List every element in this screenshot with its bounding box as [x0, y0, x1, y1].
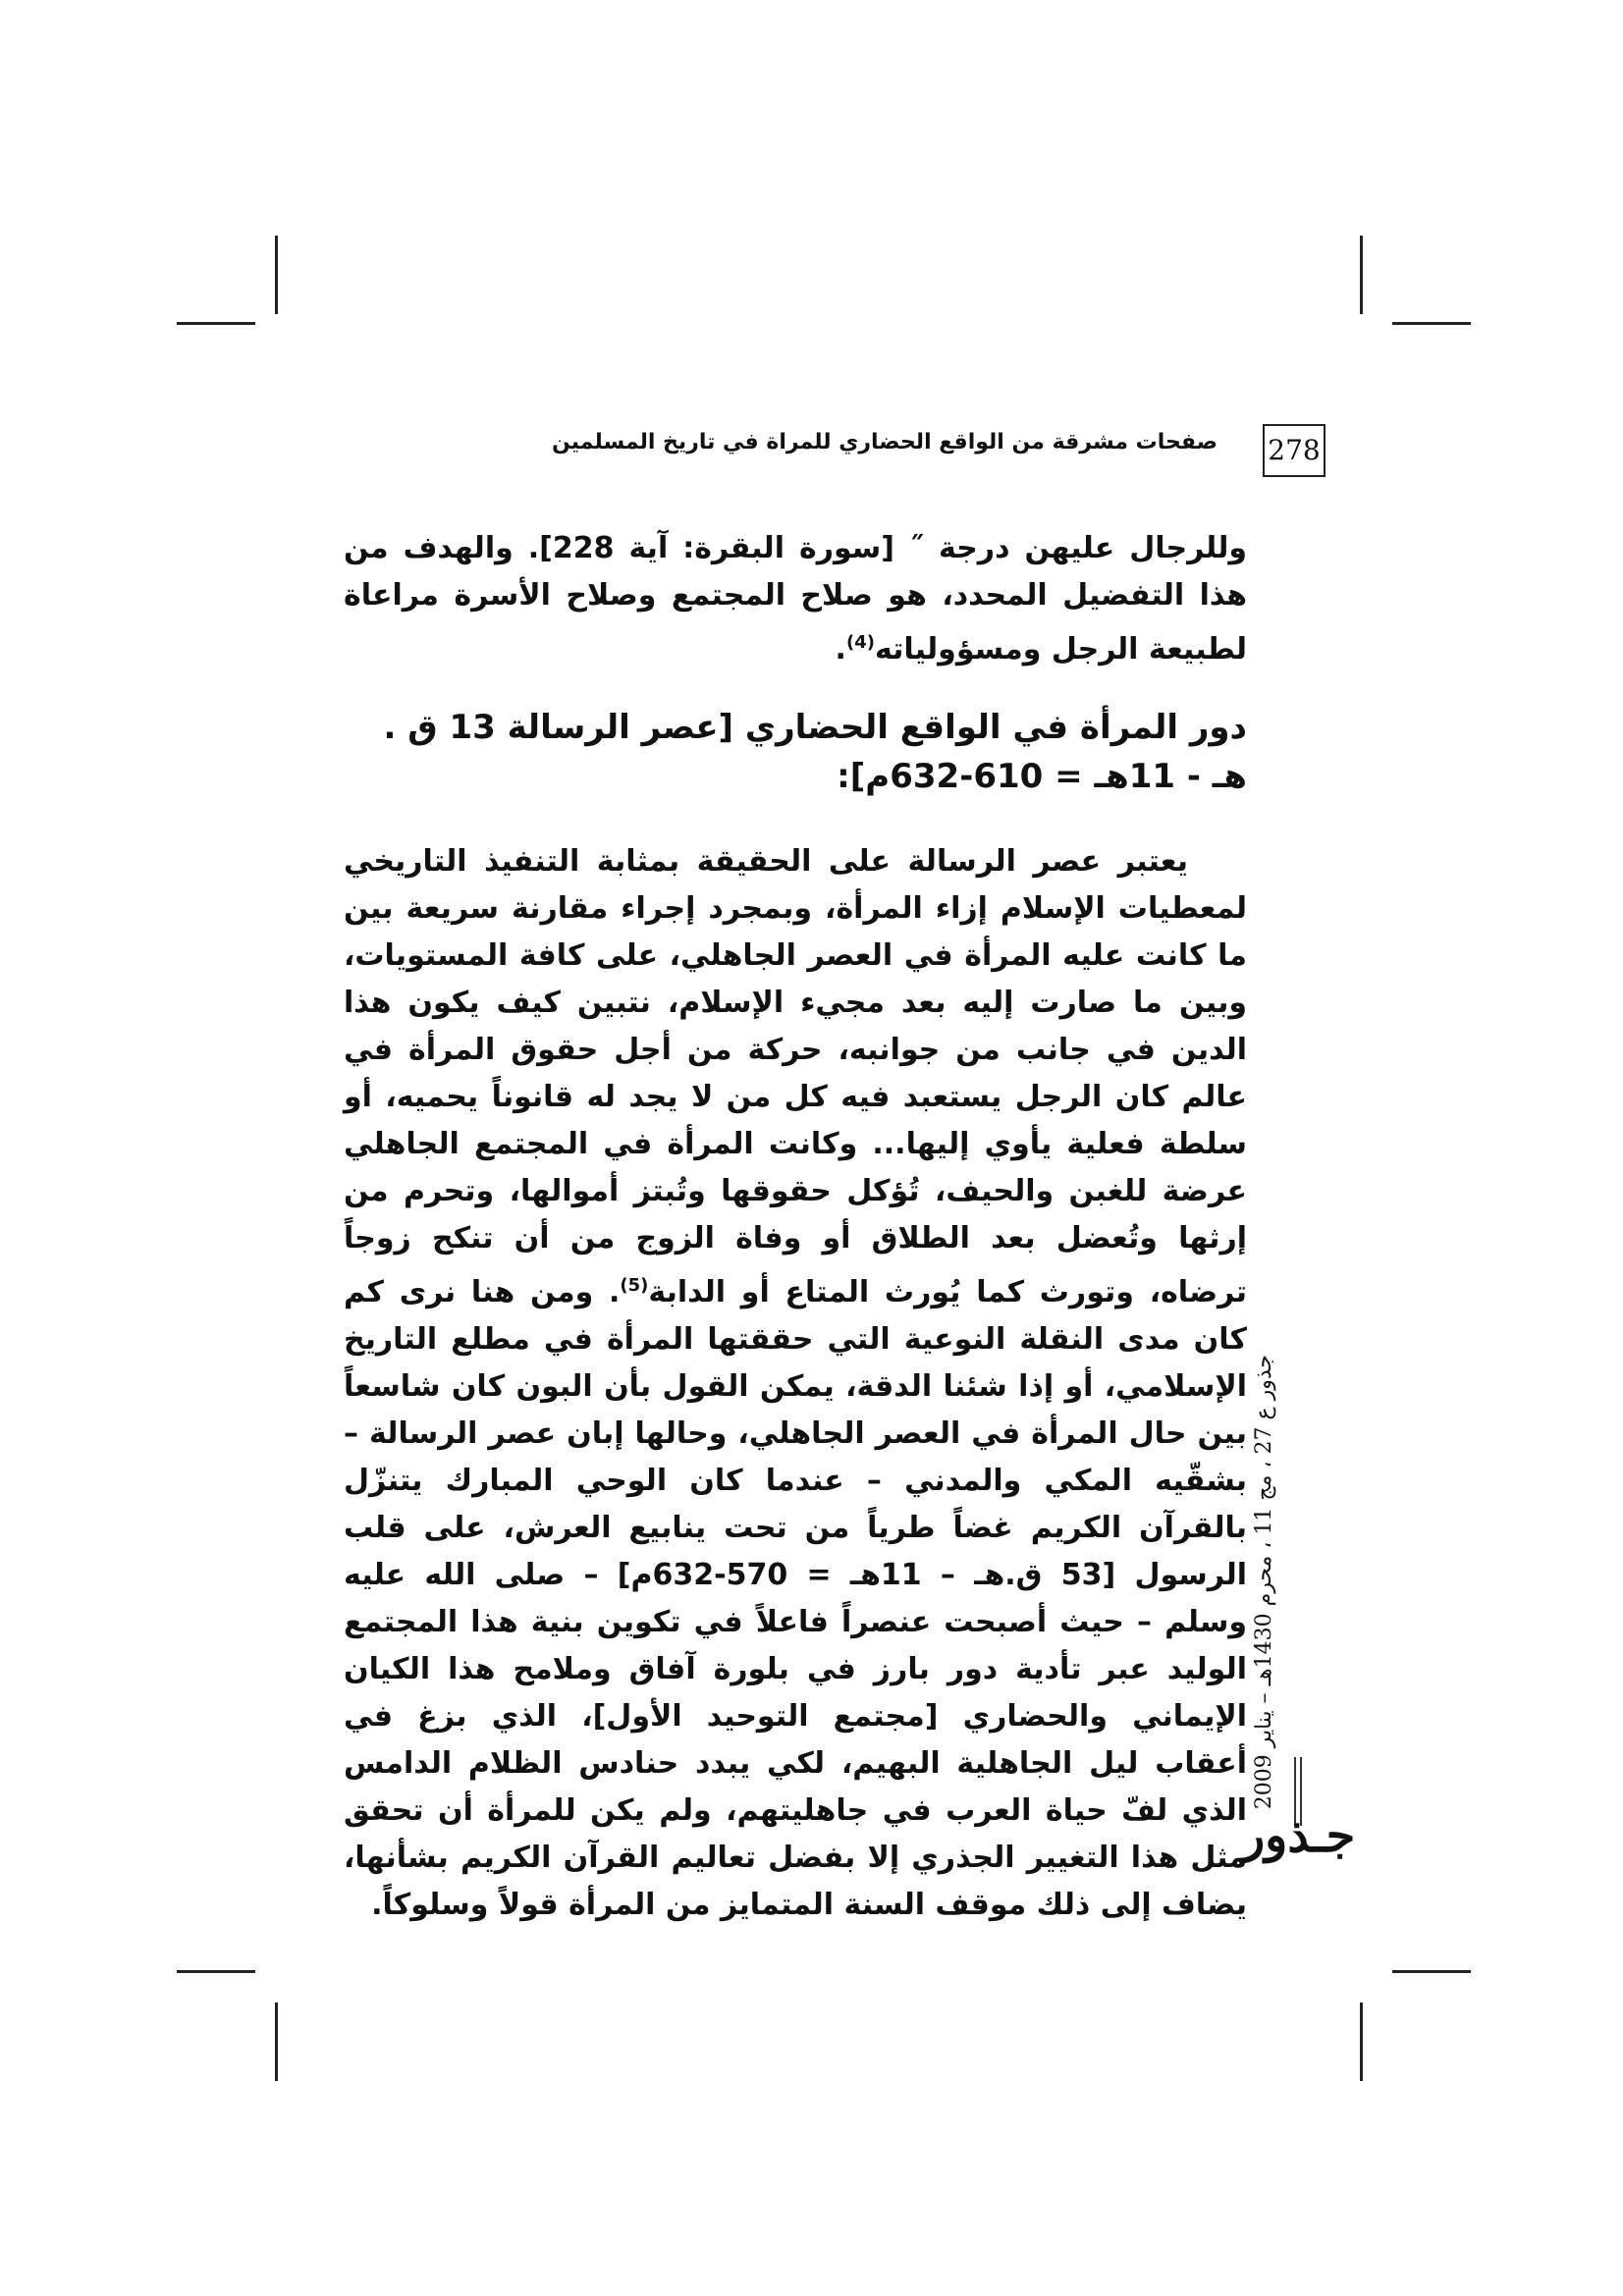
footnote-ref-4: (4) — [845, 632, 875, 653]
paragraph-1-text: وللرجال عليهن درجة ˝ [سورة البقرة: آية 228]. والهدف من هذا التفضيل المحدد، هو صلاح المجتمع وصلاح الأسرة مراعاة لطبيعة الرجل ومسؤولياته — [344, 531, 1247, 667]
crop-mark-bottom-right-h — [1392, 1970, 1471, 1973]
paragraph-2 — [344, 838, 1247, 1929]
article-body — [344, 525, 1247, 1929]
page-header — [324, 422, 1325, 481]
crop-mark-bottom-right — [1360, 2002, 1363, 2081]
journal-logo: جـذور — [1242, 1808, 1356, 1863]
running-title: صفحات مشرقة من الواقع الحضاري للمراة في تاريخ المسلمين — [551, 430, 1217, 454]
crop-mark-bottom-left — [275, 2002, 278, 2081]
crop-mark-top-left — [275, 236, 278, 314]
crop-mark-top-right — [1360, 236, 1363, 314]
journal-sidebar — [1242, 1355, 1287, 1810]
crop-mark-top-left-h — [177, 322, 255, 325]
paragraph-2-text-a: يعتبر عصر الرسالة على الحقيقة بمثابة التنفيذ التاريخي لمعطيات الإسلام إزاء المرأة، وبمجرد إجراء مقارنة سريعة بين ما كانت عليه المرأة في العصر الجاهلي، على كافة المستويات، وبين ما صارت إليه بعد مجيء الإسلام، نتبين كيف يكون هذا الدين في جانب من جوانبه، حركة من أجل حقوق المرأة في عالم كان الرجل يستعبد فيه كل من لا يجد له قانوناً يحميه، أو سلطة فعلية يأوي إليها... وكانت المرأة في المجتمع الجاهلي عرضة للغبن والحيف، تُؤكل حقوقها وتُبتز أموالها، وتحرم من إرثها وتُعضل بعد الطلاق أو وفاة الزوج من أن تنكح زوجاً ترضاه، وتورث كما يُورث المتاع أو الدابة — [344, 844, 1247, 1309]
section-heading: دور المرأة في الواقع الحضاري [عصر الرسالة 13 ق . هـ - 11هـ = 610-632م]: — [383, 708, 1247, 796]
crop-mark-top-right-h — [1392, 322, 1471, 325]
journal-issue-info: جذور ع 27 ، مج 11 ، محرم 1430هـ – يناير 2009 — [1252, 1355, 1276, 1810]
paragraph-1 — [344, 525, 1247, 673]
paragraph-1-end: . — [835, 632, 846, 667]
footnote-ref-5: (5) — [620, 1275, 649, 1296]
paragraph-2-text-b: . ومن هنا نرى كم كان مدى النقلة النوعية التي حققتها المرأة في مطلع التاريخ الإسلامي، أو إذا شئنا الدقة، يمكن القول بأن البون كان شاسعاً بين حال المرأة في العصر الجاهلي، وحالها إبان عصر الرسالة – بشقّيه المكي والمدني – عندما كان الوحي المبارك يتنزّل بالقرآن الكريم غضاً طرياً من تحت ينابيع العرش، على قلب الرسول [53 ق.هـ – 11هـ = 570-632م] – صلى الله عليه وسلم – حيث أصبحت عنصراً فاعلاً في تكوين بنية هذا المجتمع الوليد عبر تأدية دور بارز في بلورة آفاق وملامح هذا الكيان الإيماني والحضاري [مجتمع التوحيد الأول]، الذي بزغ في أعقاب ليل الجاهلية البهيم، لكي يبدد حنادس الظلام الدامس الذي لفّ حياة العرب في جاهليتهم، ولم يكن للمرأة أن تحقق مثل هذا التغيير الجذري إلا بفضل تعاليم القرآن الكريم بشأنها، يضاف إلى ذلك موقف السنة المتمايز من المرأة قولاً وسلوكاً. — [344, 1275, 1248, 1922]
crop-mark-bottom-left-h — [177, 1970, 255, 1973]
page-number: 278 — [1263, 424, 1325, 477]
